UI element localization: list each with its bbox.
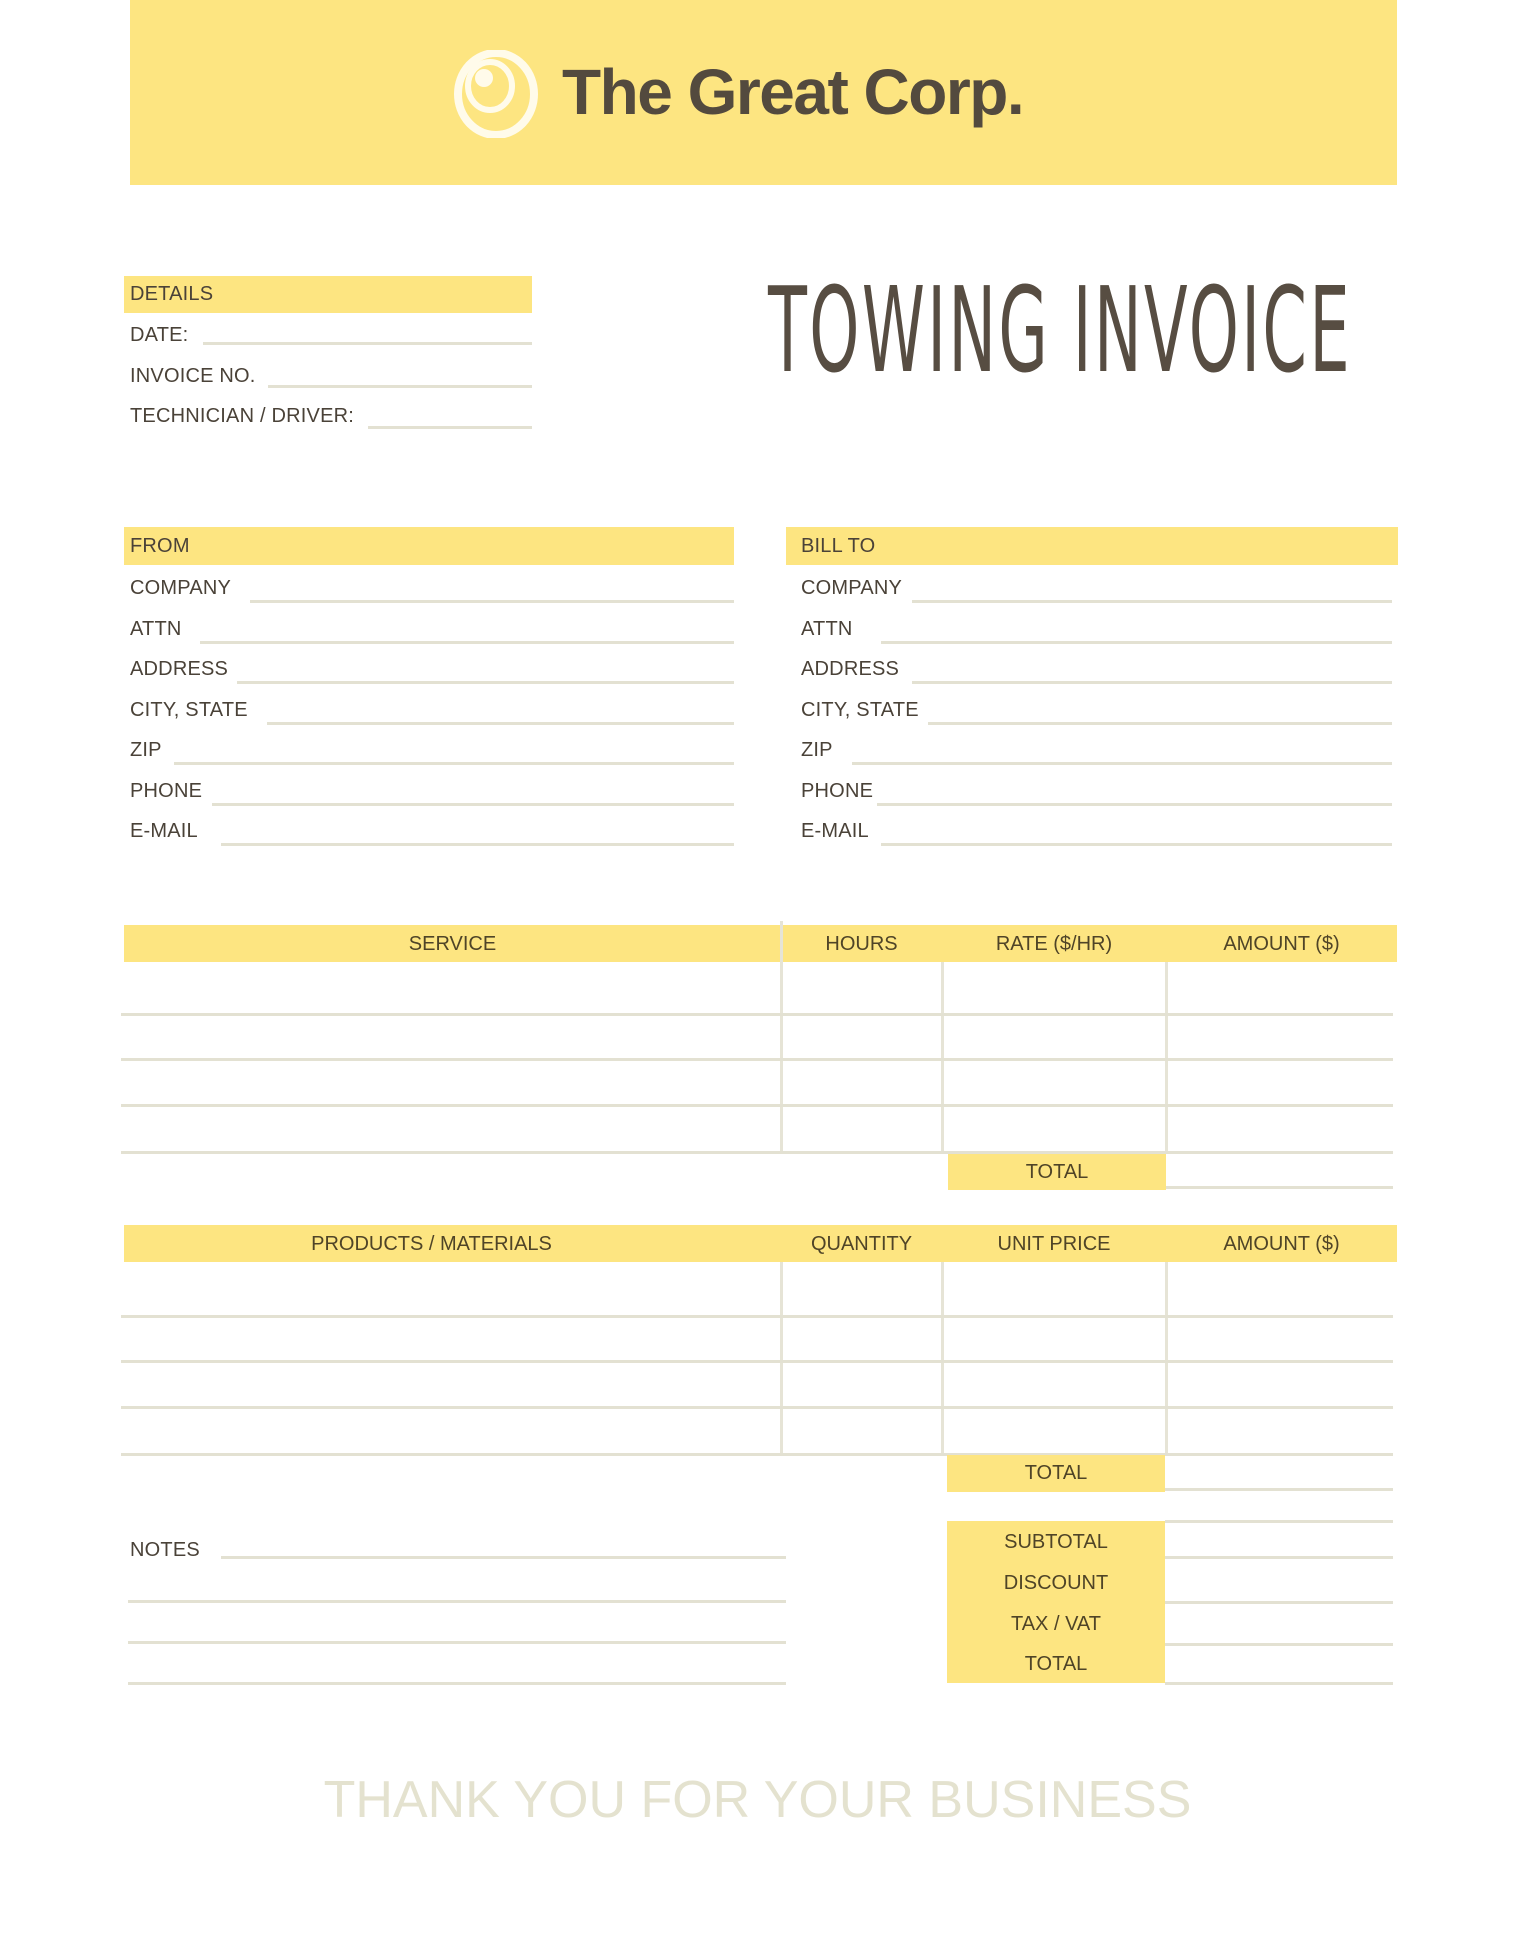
service-row[interactable] <box>121 1013 1393 1016</box>
col-amount: AMOUNT ($) <box>1223 1233 1340 1255</box>
subtotal-label: SUBTOTAL <box>1004 1531 1108 1553</box>
product-row[interactable] <box>121 1406 1393 1409</box>
tax-vat-field[interactable] <box>1165 1643 1393 1646</box>
from-attn-label: ATTN <box>130 617 182 640</box>
column-divider <box>941 1262 944 1454</box>
from-zip-field[interactable] <box>174 762 734 765</box>
summary-top-rule <box>1165 1520 1393 1523</box>
total-field[interactable] <box>1165 1682 1393 1685</box>
from-heading: FROM <box>130 535 190 557</box>
notes-line[interactable] <box>128 1641 786 1644</box>
technician-driver-field[interactable] <box>368 426 532 429</box>
from-address-field[interactable] <box>237 681 734 684</box>
from-city-state-field[interactable] <box>267 722 734 725</box>
service-row[interactable] <box>121 1058 1393 1061</box>
from-attn-field[interactable] <box>200 641 734 644</box>
bill-to-email-label: E-MAIL <box>801 820 869 842</box>
invoice-no-field[interactable] <box>268 385 532 388</box>
notes-field[interactable] <box>221 1556 786 1559</box>
product-row[interactable] <box>121 1360 1393 1363</box>
date-label: DATE: <box>130 324 189 346</box>
col-service: SERVICE <box>408 933 497 955</box>
from-email-label: E-MAIL <box>130 820 198 842</box>
technician-driver-label: TECHNICIAN / DRIVER: <box>130 405 355 427</box>
notes-line[interactable] <box>128 1600 786 1603</box>
bill-to-attn-label: ATTN <box>801 617 853 640</box>
from-phone-field[interactable] <box>212 803 734 806</box>
services-total-field[interactable] <box>1166 1186 1393 1189</box>
details-heading: DETAILS <box>130 283 214 305</box>
document-title: TOWING INVOICE <box>768 261 1352 399</box>
bill-to-zip-field[interactable] <box>852 762 1392 765</box>
from-company-field[interactable] <box>250 600 734 603</box>
col-hours: HOURS <box>825 933 898 955</box>
col-amount: AMOUNT ($) <box>1223 933 1340 955</box>
bill-to-zip-label: ZIP <box>801 739 833 761</box>
column-divider <box>1165 1262 1168 1454</box>
bill-to-heading-bar <box>786 527 1398 565</box>
bill-to-city-state-label: CITY, STATE <box>801 698 919 721</box>
products-total-field[interactable] <box>1165 1488 1393 1491</box>
bill-to-heading: BILL TO <box>801 535 876 557</box>
service-row[interactable] <box>121 1151 1393 1154</box>
bill-to-phone-label: PHONE <box>801 779 874 802</box>
from-heading-bar <box>124 527 734 565</box>
bill-to-address-label: ADDRESS <box>801 658 900 680</box>
from-email-field[interactable] <box>221 843 734 846</box>
col-products: PRODUCTS / MATERIALS <box>311 1233 552 1255</box>
product-row[interactable] <box>121 1315 1393 1318</box>
col-unit-price: UNIT PRICE <box>997 1233 1111 1255</box>
product-row[interactable] <box>121 1453 1393 1456</box>
notes-label: NOTES <box>130 1539 200 1561</box>
bill-to-city-state-field[interactable] <box>928 722 1392 725</box>
invoice-no-label: INVOICE NO. <box>130 365 256 387</box>
subtotal-field[interactable] <box>1165 1556 1393 1559</box>
bill-to-company-field[interactable] <box>912 600 1392 603</box>
bill-to-attn-field[interactable] <box>881 641 1392 644</box>
column-divider <box>780 1262 783 1454</box>
date-field[interactable] <box>203 342 532 345</box>
column-divider <box>780 921 783 1153</box>
brand-name: The Great Corp. <box>562 56 1024 128</box>
total-label: TOTAL <box>1024 1653 1088 1675</box>
from-company-label: COMPANY <box>130 577 232 599</box>
col-quantity: QUANTITY <box>810 1233 913 1255</box>
tax-vat-label: TAX / VAT <box>1010 1613 1101 1635</box>
thank-you-footer: THANK YOU FOR YOUR BUSINESS <box>323 1771 1192 1829</box>
from-phone-label: PHONE <box>130 779 203 802</box>
service-row[interactable] <box>121 1104 1393 1107</box>
bill-to-email-field[interactable] <box>881 843 1392 846</box>
from-city-state-label: CITY, STATE <box>130 698 248 721</box>
concentric-circles-icon <box>452 50 540 138</box>
bill-to-address-field[interactable] <box>912 681 1392 684</box>
discount-label: DISCOUNT <box>1003 1572 1109 1594</box>
products-total-label: TOTAL <box>1024 1462 1088 1484</box>
from-zip-label: ZIP <box>130 739 162 761</box>
discount-field[interactable] <box>1165 1601 1393 1604</box>
from-address-label: ADDRESS <box>130 658 229 680</box>
notes-line[interactable] <box>128 1682 786 1685</box>
bill-to-phone-field[interactable] <box>877 803 1392 806</box>
services-total-label: TOTAL <box>1025 1161 1089 1183</box>
col-rate: RATE ($/HR) <box>995 933 1113 955</box>
bill-to-company-label: COMPANY <box>801 577 903 599</box>
